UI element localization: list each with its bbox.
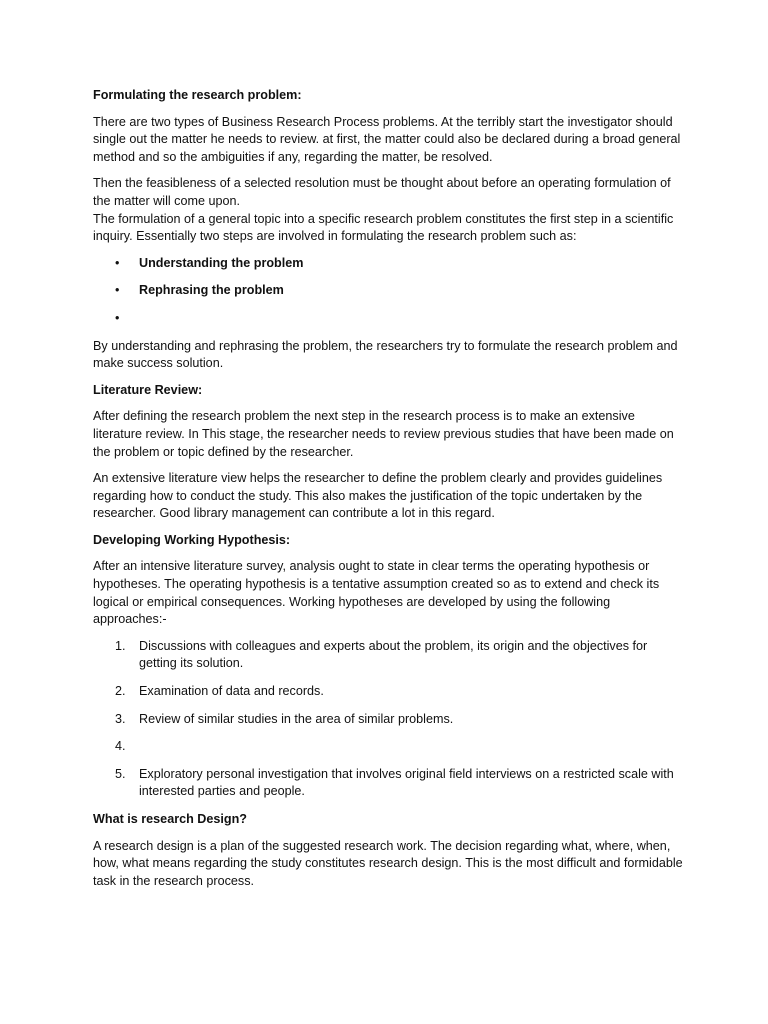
list-item-text: Understanding the problem: [139, 255, 304, 270]
list-item: [93, 738, 683, 756]
document-page: [93, 87, 683, 899]
numbered-list: [93, 638, 683, 801]
list-number: 1.: [115, 638, 126, 653]
list-item: [93, 255, 683, 273]
paragraph: Then the feasibleness of a selected resolution must be thought about before an operating formulation of the matter will come upon.: [93, 176, 671, 208]
list-item: [93, 638, 683, 673]
paragraph: After defining the research problem the next step in the research process is to make an extensive literature review. In This stage, the researcher needs to review previous studies that have been made on the problem or topic defined by the researcher.: [93, 409, 674, 459]
paragraph: A research design is a plan of the suggested research work. The decision regarding what, where, when, how, what means regarding the study constitutes research design. This is the most difficult and formidable task in the research process.: [93, 838, 683, 888]
paragraph: The formulation of a general topic into a specific research problem constitutes the first step in a scientific inquiry. Essentially two steps are involved in formulating the research problem such as:: [93, 211, 674, 244]
list-item-text: Discussions with colleagues and experts about the problem, its origin and the objectives for getting its solution.: [139, 638, 648, 671]
paragraph: There are two types of Business Research Process problems. At the terribly start the investigator should single out the matter he needs to review. at first, the matter could also be declared during a broad general method and so the ambiguities if any, regarding the matter, be resolved.: [93, 114, 681, 164]
bullet-icon: •: [115, 283, 120, 298]
section-heading-formulating: Formulating the research problem:: [93, 88, 302, 102]
bullet-icon: •: [115, 310, 120, 325]
paragraph: An extensive literature view helps the researcher to define the problem clearly and provides guidelines regarding how to conduct the study. This also makes the justification of the topic undertaken by the researcher. Good library management can contribute a lot in this regard.: [93, 471, 663, 521]
paragraph: After an intensive literature survey, analysis ought to state in clear terms the operating hypothesis or hypotheses. The operating hypothesis is a tentative assumption created so as to extend and check its logical or empirical consequences. Working hypotheses are developed by using the following approaches:-: [93, 559, 660, 627]
list-number: 5.: [115, 766, 126, 781]
list-item-text: Examination of data and records.: [139, 684, 324, 699]
list-item-text: Review of similar studies in the area of similar problems.: [139, 711, 454, 726]
list-item-text: Exploratory personal investigation that involves original field interviews on a restricted scale with interested parties and people.: [139, 766, 674, 799]
list-number: 3.: [115, 711, 126, 726]
list-item: [93, 282, 683, 300]
section-heading-hypothesis: Developing Working Hypothesis:: [93, 532, 291, 547]
list-item: [93, 683, 683, 701]
bullet-icon: •: [115, 255, 120, 270]
list-item: [93, 766, 683, 801]
list-number: 2.: [115, 684, 126, 699]
list-item: [93, 711, 683, 729]
list-number: 4.: [115, 739, 126, 754]
section-heading-literature: Literature Review:: [93, 382, 203, 397]
bullet-list: [93, 255, 683, 328]
list-item-text: Rephrasing the problem: [139, 283, 284, 298]
list-item: [93, 310, 683, 328]
paragraph: By understanding and rephrasing the problem, the researchers try to formulate the research problem and make success solution.: [93, 338, 678, 371]
section-heading-design: What is research Design?: [93, 812, 247, 826]
